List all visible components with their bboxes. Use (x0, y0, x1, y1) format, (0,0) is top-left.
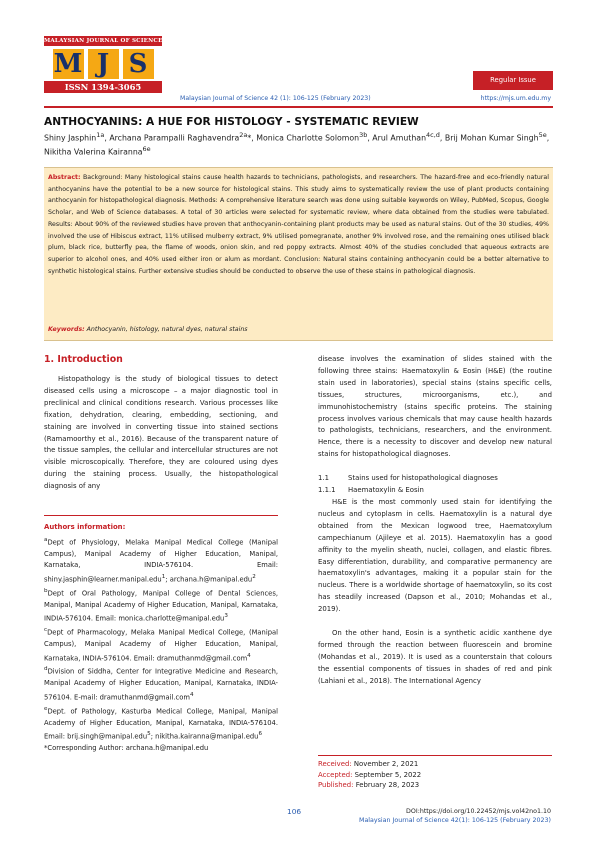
subsection-number: 1.1.1 (318, 486, 336, 495)
keywords-line (48, 326, 248, 333)
subsection-heading-1-1 (318, 473, 552, 485)
eosin-paragraph: On the other hand, Eosin is a synthetic acidic xanthene dye formed through the reaction between fluorescein and bromine (Mohandas et al., 2019). It is used as a counterstain that colours the essential components of tissues in shades of red and pink (Lahiani et al., 2018). The International Agency (318, 629, 552, 685)
article-title: ANTHOCYANINS: A HUE FOR HISTOLOGY - SYSTEMATIC REVIEW (44, 116, 419, 128)
published-date (318, 780, 552, 791)
authors-info-heading: Authors information: (44, 523, 126, 531)
corresponding-author: *Corresponding Author: archana.h@manipal.edu (44, 744, 209, 752)
logo-title: MALAYSIAN JOURNAL OF SCIENCE (44, 38, 163, 44)
logo-issn: ISSN 1394-3065 (44, 81, 162, 93)
subsection-heading-1-1-1 (318, 485, 552, 497)
left-column (44, 354, 278, 493)
journal-url-link[interactable]: https://mjs.um.edu.my (480, 95, 551, 102)
received-value: November 2, 2021 (351, 760, 419, 768)
subsection-number: 1.1 (318, 474, 329, 483)
section-heading-introduction: 1. Introduction (44, 354, 123, 365)
abstract-box (44, 167, 553, 341)
logo-letters (44, 49, 162, 79)
keywords-text: Anthocyanin, histology, natural dyes, natural stains (84, 326, 248, 333)
published-value: February 28, 2023 (353, 781, 420, 789)
logo-letter-s: S (123, 49, 154, 79)
intro-paragraph-1-continued: disease involves the examination of slides stained with the following three stains: Haematoxylin & Eosin (H&E) (the routine stain used in laboratories), special stains (stains specific cells, tissues, structures, microorganisms, etc.), and immunohistochemistry (stains specific proteins. The staining process involves various chemicals that may cause health hazards to pathologists, technicians, researchers, and the environment. Hence, there is a necessity to discover and develop new natural stains for histopathological diagnoses. (318, 355, 552, 459)
affiliation-e: $^e$Dept. of Pathology, Kasturba Medical College, Manipal, Manipal Academy of Higher Education, Manipal, Karnataka, INDIA-576104. Email: brij.singh@manipal.edu$^5$; nikitha.kairanna@manipal.edu$^6$ (44, 705, 278, 741)
subsection-title: Haematoxylin & Eosin (348, 486, 424, 495)
published-label: Published: (318, 781, 354, 789)
accepted-label: Accepted: (318, 770, 353, 779)
affiliation-b: $^b$Dept of Oral Pathology, Manipal College of Dental Sciences, Manipal, Manipal Academy of Higher Education, Manipal, Karnataka, INDIA-576104. Email: monica.charlotte@manipal.edu$^3$ (44, 587, 278, 623)
journal-citation-header: Malaysian Journal of Science 42 (1): 106-125 (February 2023) (180, 95, 371, 102)
accepted-value: September 5, 2022 (352, 770, 422, 779)
article-authors: Shiny Jasphin$^{1a}$, Archana Parampalli Raghavendra$^{2a}$*, Monica Charlotte Solomon$^{3b}$, Arul Amuthan$^{4c,d}$, Brij Mohan Kumar Singh$^{5e}$, Nikitha Valerina Kairanna$^{6e}$ (44, 131, 550, 157)
subsection-title: Stains used for histopathological diagnoses (348, 474, 498, 483)
abstract-label: Abstract: (48, 174, 81, 181)
article-dates (318, 755, 552, 791)
header-divider (44, 106, 553, 108)
affiliation-a: $^a$Dept of Physiology, Melaka Manipal Medical College (Manipal Campus), Manipal Academy of Higher Education, Manipal, Karnataka, INDIA-576104. Email: shiny.jasphin@learner.manipal.edu$^1$; archana.h@manipal.edu$^2$ (44, 537, 278, 584)
abstract-paragraph (48, 172, 549, 277)
keywords-label: Keywords: (48, 326, 85, 333)
intro-paragraph-1: Histopathology is the study of biological tissues to detect diseased cells using a microscope – a major diagnostic tool in preclinical and clinical conditions research. Various processes like fixation, dehydration, clearing, embedding, sectioning, and staining are involved in converting tissue into stained sections (Ramamoorthy et al., 2016). Because of the transparent nature of the tissue samples, the cellular and intercellular structures are not visible microscopically. Therefore, they are coloured using dyes during the staining process. Usually, the histopathological diagnosis of any (44, 375, 278, 491)
footer-journal-citation: Malaysian Journal of Science 42(1): 106-125 (February 2023) (359, 817, 551, 824)
accepted-date (318, 770, 552, 781)
doi-link[interactable]: DOI:https://doi.org/10.22452/mjs.vol42no1.10 (406, 808, 551, 815)
right-column (318, 354, 552, 688)
received-label: Received: (318, 760, 352, 768)
affiliation-c: $^c$Dept of Pharmacology, Melaka Manipal Medical College, (Manipal Campus), Manipal Academy of Higher Education, Manipal, Karnataka, INDIA-576104. Email: dramuthanmd@gmail.com$^4$ (44, 627, 278, 662)
logo-letter-j: J (88, 49, 119, 79)
logo-letter-m: M (53, 49, 83, 79)
received-date (318, 759, 552, 770)
affiliation-d: $^d$Division of Siddha, Center for Integrative Medicine and Research, Manipal Academy of Higher Education, Manipal, Karnataka, INDIA-576104. E-mail: dramuthanmd@gmail.com$^4$ (44, 666, 278, 702)
regular-issue-badge: Regular Issue (473, 71, 553, 90)
journal-logo (44, 36, 162, 93)
he-paragraph: H&E is the most commonly used stain for identifying the nucleus and cytoplasm in cells. Haematoxylin is a natural dye obtained from the Mexican logwood tree, Haematoxylum campechianum (Ajileye et al. 2015). Haematoxylin has a good affinity to the myelin sheath, nuclei, collagen, and elastic fibres. Easy differentiation, durability, and comparative permanency are haematoxylin's advantages, making it a popular stain for the nucleus. There is a worldwide shortage of haematoxylin, so its cost has steadily increased (Dapson et al., 2010; Mohandas et al., 2019). (318, 497, 552, 614)
authors-information (44, 515, 278, 755)
abstract-body: Background: Many histological stains cause health hazards to technicians, pathologists, and researchers. The hazard-free and eco-friendly natural anthocyanins have the potential to be a new source for histological stains. This study aims to systematically review the use of plant products containing anthocyanin for histopathological diagnosis. Methods: A comprehensive literature search was done using suitable keywords on Wiley, PubMed, Scopus, Google Scholar, and Web of Science databases. A total of 30 articles were selected for systematic review, where data obtained from the studies were tabulated. Results: About 90% of the reviewed studies have proven that anthocyanin-containing plant products may be used as natural stains. Out of the 30 studies, 49% involved the use of Hibiscus extract, 11% utilised mulberry extract, 9% utilised pomegranate, another 9% involved rose, and the remaining ones utilised black plum, black rice, butterfly pea, the flame of woods, onion skin, and red poppy extracts. Almost 40% of the studies concluded that aqueous extracts are superior to alcohol ones, and 40% used either iron or alum as mordant. Conclusion: Natural stains containing anthocyanin could be a better alternative to synthetic histological stains. Further extensive studies should be conducted to observe the use of these stains in pathological diagnosis. (48, 174, 549, 275)
page-number: 106 (287, 807, 302, 816)
